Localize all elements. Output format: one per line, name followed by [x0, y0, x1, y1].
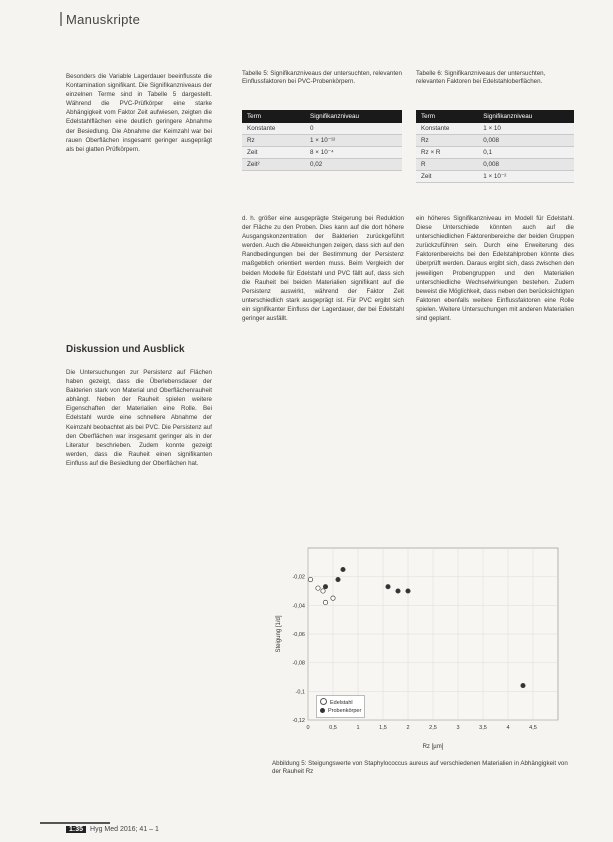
legend-item-edelstahl: [320, 698, 361, 707]
x-tick-label: 2: [406, 725, 410, 731]
y-tick-label: -0,08: [292, 660, 305, 667]
x-tick-label: 2,5: [429, 725, 437, 731]
data-point-edelstahl: [331, 596, 335, 600]
table-row: [416, 171, 574, 183]
page-number: 1:35: [66, 826, 86, 833]
table-5-caption: Tabelle 5: Signifikanzniveaus der untersuchten, relevanten Einflussfaktoren bei PVC-Probenkörpern.: [242, 70, 402, 85]
table-cell: R: [416, 159, 478, 171]
table-header-row: [416, 110, 574, 123]
data-point-edelstahl: [308, 577, 312, 581]
column-header: Term: [242, 110, 305, 123]
table-cell: Konstante: [242, 123, 305, 135]
table-cell: Zeit²: [242, 159, 305, 171]
table-cell: 0,008: [478, 159, 574, 171]
chart-legend: [316, 695, 365, 718]
legend-label: Edelstahl: [330, 700, 353, 706]
column-header: Term: [416, 110, 478, 123]
section-title: Diskussion und Ausblick: [66, 344, 185, 355]
x-tick-label: 1: [356, 725, 360, 731]
data-point-probenkoerper: [521, 683, 525, 687]
table-row: [416, 135, 574, 147]
column-3-text: ein höheres Signifikanzniveau im Modell für Edelstahl. Diese Unterschiede könnten auch auf die unterschiedlichen Faktorenbereiche der beiden Gruppen zurückzuführen sein. Durch eine Erweiterung des Faktorenbereichs bei den Edelstahlproben könnte dies überprüft werden. Daraus ergibt sich, dass zwischen den jeweiligen Probengruppen und den Materialien unterschiedliche Wechselwirkungen bestehen. Zudem beweist die Möglichkeit, dass neben den berücksichtigten Faktoren ebenfalls weitere Einflussfaktoren eine Rolle spielen. Weitere Untersuchungen mit anderen Materialien sind geplant.: [416, 215, 574, 323]
x-tick-label: 3,5: [479, 725, 487, 731]
table-cell: 8 × 10⁻⁴: [305, 147, 402, 159]
y-tick-label: -0,04: [292, 603, 305, 610]
x-tick-label: 3: [456, 725, 460, 731]
column-header: Signifikanzniveau: [305, 110, 402, 123]
data-point-probenkoerper: [396, 589, 400, 593]
table-cell: Zeit: [242, 147, 305, 159]
table-cell: 1 × 10⁻¹²: [305, 135, 402, 147]
scatter-chart: [272, 538, 572, 756]
table-row: [242, 135, 402, 147]
table-cell: Rz: [416, 135, 478, 147]
table-cell: Rz × R: [416, 147, 478, 159]
table-cell: Rz: [242, 135, 305, 147]
table-cell: 1 × 10: [478, 123, 574, 135]
column-2-text: d. h. größer eine ausgeprägte Steigerung bei Reduktion der Fläche zu den Proben. Dies kann auf die dort höhere Ausgangskonzentration der Bakterien zurückgeführt werden. Auch die Abweichungen zeigen, dass sich auf den Randbedingungen bei der Bestimmung der Persistenz maßgeblich orientiert werden muss. Beim Vergleich der beiden Modelle für Edelstahl und PVC fällt auf, dass sich die Rauheit bei beiden Materialien signifikant auf die Persistenz auswirkt, während der Faktor Zeit unterschiedlich stark ausgeprägt ist. Für PVC ergibt sich ein signifikanter Einfluss der Lagerdauer, der bei Edelstahl geringer ausfällt.: [242, 215, 404, 323]
y-tick-label: -0,02: [292, 574, 305, 581]
table-5: [242, 110, 402, 171]
y-tick-label: -0,1: [295, 689, 305, 696]
table-cell: Konstante: [416, 123, 478, 135]
data-point-probenkoerper: [336, 577, 340, 581]
column-header: Signifikanzniveau: [478, 110, 574, 123]
x-tick-label: 0,5: [329, 725, 337, 731]
data-point-edelstahl: [321, 589, 325, 593]
data-point-edelstahl: [323, 600, 327, 604]
x-tick-label: 0: [306, 725, 310, 731]
x-axis-label: Rz [µm]: [422, 744, 444, 750]
table-row: [416, 123, 574, 135]
table-row: [242, 147, 402, 159]
table-cell: 0,02: [305, 159, 402, 171]
x-tick-label: 4: [506, 725, 510, 731]
footer-rule: [40, 822, 110, 824]
data-point-probenkoerper: [323, 585, 327, 589]
table-row: [242, 159, 402, 171]
y-tick-label: -0,06: [292, 632, 305, 638]
table-cell: 0,008: [478, 135, 574, 147]
table-cell: 0: [305, 123, 402, 135]
table-6-caption: Tabelle 6: Signifikanzniveaus der untersuchten, relevanten Faktoren bei Edelstahloberflächen.: [416, 70, 546, 85]
x-tick-label: 4,5: [529, 725, 537, 731]
legend-label: Probenkörper: [328, 708, 362, 714]
journal-reference: Hyg Med 2016; 41 – 1: [90, 826, 159, 833]
x-tick-label: 1,5: [379, 725, 387, 731]
table-header-row: [242, 110, 402, 123]
table-cell: 1 × 10⁻²: [478, 171, 574, 183]
table-cell: Zeit: [416, 171, 478, 183]
table-row: [242, 123, 402, 135]
legend-marker-filled: [320, 708, 325, 713]
section-header: [60, 12, 140, 27]
data-point-edelstahl: [316, 586, 320, 590]
table-6: [416, 110, 574, 183]
table-row: [416, 147, 574, 159]
section-name: Manuskripte: [66, 12, 141, 27]
legend-marker-open: [320, 698, 327, 705]
data-point-probenkoerper: [406, 589, 410, 593]
y-axis-label: Steigung [1/d]: [276, 615, 282, 653]
data-point-probenkoerper: [386, 585, 390, 589]
data-point-probenkoerper: [341, 567, 345, 571]
y-tick-label: -0,12: [292, 718, 305, 724]
figure-caption: Abbildung 5: Steigungswerte von Staphylococcus aureus auf verschiedenen Materialien in Abhängigkeit von der Rauheit Rz: [272, 760, 568, 775]
column-1-top-text: Besonders die Variable Lagerdauer beeinflusste die Kontamination signifikant. Die Signifikanzniveaus der einzelnen Terme sind in Tabelle 5 dargestellt. Während die PVC-Prüfkörper eine starke Abhängigkeit vom Faktor Zeit aufwiesen, zeigten die Edelstahlflächen eine deutlich geringere Abnahme der Besiedlung. Die Abnahme der Keimzahl war bei rauen Oberflächen insgesamt geringer ausgeprägt als bei glatten Prüfkörpern.: [66, 73, 212, 153]
table-row: [416, 159, 574, 171]
legend-item-probenkoerper: [320, 707, 361, 715]
page-footer: [66, 826, 159, 833]
column-1-bottom-text: Die Untersuchungen zur Persistenz auf Flächen haben gezeigt, dass die Überlebensdauer der Bakterien stark von Material und Oberflächenrauheit abhängt. Neben der Rauheit spielen weitere Eigenschaften der Materialien eine Rolle. Bei Edelstahl wurde eine schnellere Abnahme der Keimzahl beobachtet als bei PVC. Die Persistenz auf den Oberflächen war insgesamt geringer als in der Literatur beschrieben. Zudem konnte gezeigt werden, dass die Rauheit einen signifikanten Einfluss auf die Besiedlung der Oberflächen hat.: [66, 369, 212, 467]
table-cell: 0,1: [478, 147, 574, 159]
